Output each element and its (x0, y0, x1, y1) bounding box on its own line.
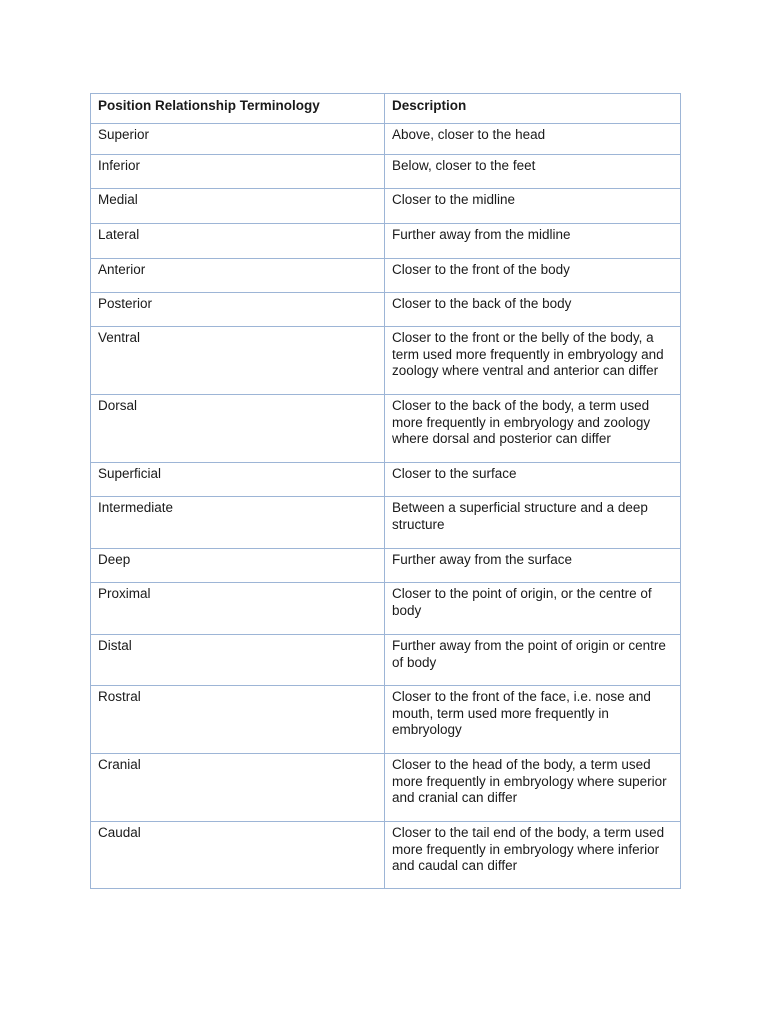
description-cell: Closer to the midline (385, 189, 681, 224)
term-cell: Deep (91, 549, 385, 583)
term-cell: Superficial (91, 463, 385, 497)
term-cell: Posterior (91, 293, 385, 327)
table-row (91, 155, 681, 189)
terminology-table (90, 93, 681, 889)
description-cell: Further away from the point of origin or centre of body (385, 635, 681, 686)
table-row (91, 635, 681, 686)
description-cell: Closer to the front of the face, i.e. nose and mouth, term used more frequently in embryology (385, 686, 681, 754)
description-cell: Closer to the back of the body (385, 293, 681, 327)
column-header-term: Position Relationship Terminology (91, 94, 385, 124)
term-cell: Distal (91, 635, 385, 686)
description-cell: Closer to the tail end of the body, a term used more frequently in embryology where inferior and caudal can differ (385, 822, 681, 889)
table-row (91, 822, 681, 889)
table-row (91, 463, 681, 497)
term-cell: Medial (91, 189, 385, 224)
term-cell: Anterior (91, 259, 385, 293)
term-cell: Intermediate (91, 497, 385, 549)
term-cell: Rostral (91, 686, 385, 754)
description-cell: Closer to the back of the body, a term used more frequently in embryology and zoology where dorsal and posterior can differ (385, 395, 681, 463)
table-row (91, 583, 681, 635)
description-cell: Below, closer to the feet (385, 155, 681, 189)
table-header-row (91, 94, 681, 124)
term-cell: Caudal (91, 822, 385, 889)
term-cell: Lateral (91, 224, 385, 259)
description-cell: Between a superficial structure and a deep structure (385, 497, 681, 549)
term-cell: Superior (91, 124, 385, 155)
term-cell: Ventral (91, 327, 385, 395)
table-row (91, 395, 681, 463)
term-cell: Inferior (91, 155, 385, 189)
description-cell: Further away from the surface (385, 549, 681, 583)
term-cell: Proximal (91, 583, 385, 635)
table-row (91, 549, 681, 583)
table-row (91, 327, 681, 395)
term-cell: Dorsal (91, 395, 385, 463)
table-row (91, 754, 681, 822)
table-row (91, 686, 681, 754)
description-cell: Above, closer to the head (385, 124, 681, 155)
description-cell: Closer to the surface (385, 463, 681, 497)
term-cell: Cranial (91, 754, 385, 822)
table-row (91, 224, 681, 259)
table-row (91, 293, 681, 327)
description-cell: Closer to the point of origin, or the centre of body (385, 583, 681, 635)
table-row (91, 124, 681, 155)
description-cell: Further away from the midline (385, 224, 681, 259)
column-header-description: Description (385, 94, 681, 124)
table-row (91, 497, 681, 549)
description-cell: Closer to the front or the belly of the body, a term used more frequently in embryology and zoology where ventral and anterior can differ (385, 327, 681, 395)
table-row (91, 189, 681, 224)
table-row (91, 259, 681, 293)
description-cell: Closer to the head of the body, a term used more frequently in embryology where superior and cranial can differ (385, 754, 681, 822)
description-cell: Closer to the front of the body (385, 259, 681, 293)
